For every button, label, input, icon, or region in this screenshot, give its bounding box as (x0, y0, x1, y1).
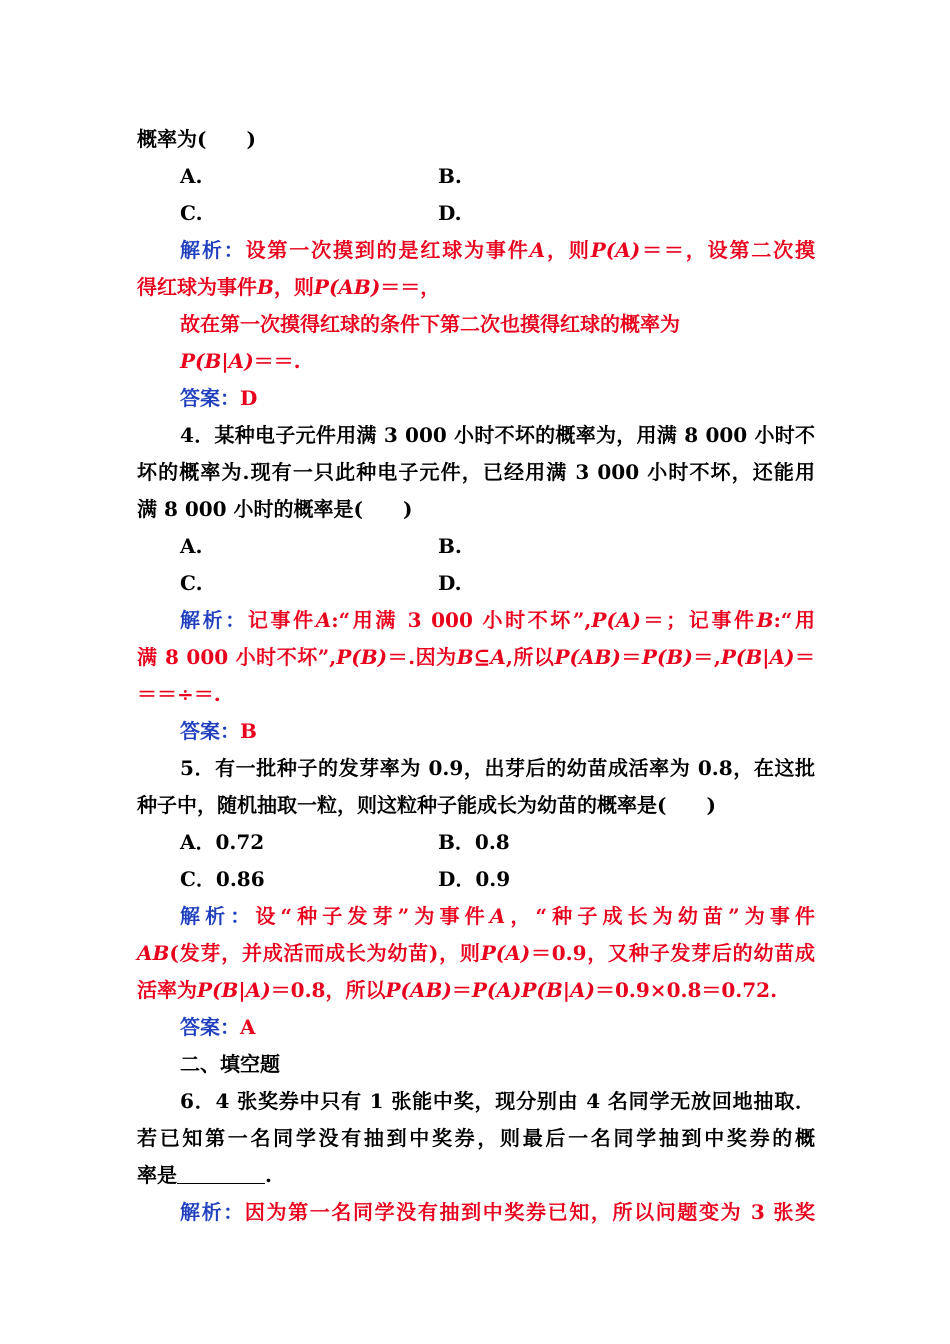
question-6: 6．4 张奖券中只有 1 张能中奖，现分别由 4 名同学无放回地抽取． (180, 1089, 815, 1113)
answer-line (180, 1014, 256, 1040)
option-a: A．0.72 (180, 830, 265, 854)
question-text: 种子中，随机抽取一粒，则这粒种子能成长为幼苗的概率是( ) (137, 793, 716, 817)
analysis-label: 解析： (180, 608, 248, 632)
analysis-label: 解析： (180, 1200, 245, 1224)
option-a: A. (180, 164, 203, 188)
analysis-label: 解析： (180, 238, 246, 262)
answer-label: 答案： (180, 1015, 240, 1039)
analysis-line: 满 8 000 小时不坏”,P(B)＝.因为B⊆A,所以P(AB)＝P(B)＝,P(B|A)＝ (137, 645, 816, 669)
q3-stem-end: 概率为( ) (137, 127, 256, 151)
analysis-line: ＝＝÷＝. (137, 682, 221, 706)
question-text: 满 8 000 小时的概率是( ) (137, 497, 413, 521)
option-d: D. (438, 201, 462, 225)
answer-label: 答案： (180, 386, 240, 410)
analysis-line: P(B|A)＝＝. (180, 349, 301, 373)
option-b: B. (438, 164, 462, 188)
option-b: B. (438, 534, 462, 558)
analysis-line: AB(发芽，并成活而成长为幼苗)，则P(A)＝0.9，又种子发芽后的幼苗成 (137, 941, 815, 965)
analysis-line: 解析：设第一次摸到的是红球为事件A，则P(A)＝＝，设第二次摸 (180, 238, 816, 262)
question-text: 坏的概率为.现有一只此种电子元件，已经用满 3 000 小时不坏，还能用 (137, 460, 815, 484)
question-text: 率是 . (137, 1163, 272, 1187)
option-c: C. (180, 201, 203, 225)
analysis-line: 解析：记事件A:“用满 3 000 小时不坏”,P(A)＝；记事件B:“用 (180, 608, 816, 632)
analysis-label: 解析： (180, 904, 256, 928)
question-5: 5．有一批种子的发芽率为 0.9，出芽后的幼苗成活率为 0.8，在这批 (180, 756, 815, 780)
answer-line (180, 718, 257, 744)
section-heading: 二、填空题 (180, 1052, 280, 1076)
analysis-line: 解析：设“种子发芽”为事件A，“种子成长为幼苗”为事件 (180, 904, 816, 928)
analysis-line: 解析：因为第一名同学没有抽到中奖券已知，所以问题变为 3 张奖 (180, 1200, 816, 1224)
option-a: A. (180, 534, 203, 558)
option-d: D．0.9 (438, 867, 511, 891)
option-c: C．0.86 (180, 867, 265, 891)
option-d: D. (438, 571, 462, 595)
question-4: 4．某种电子元件用满 3 000 小时不坏的概率为，用满 8 000 小时不 (180, 423, 815, 447)
question-text: 若已知第一名同学没有抽到中奖券，则最后一名同学抽到中奖券的概 (137, 1126, 815, 1150)
answer-label: 答案： (180, 719, 240, 743)
analysis-line: 故在第一次摸得红球的条件下第二次也摸得红球的概率为 (180, 312, 680, 336)
analysis-line: 活率为P(B|A)＝0.8，所以P(AB)＝P(A)P(B|A)＝0.9×0.8＝0.72. (137, 978, 778, 1002)
answer-blank[interactable] (177, 1165, 265, 1184)
answer-value: A (240, 1015, 256, 1039)
answer-value: D (240, 386, 258, 410)
analysis-line: 得红球为事件B，则P(AB)＝＝， (137, 275, 441, 299)
answer-line (180, 385, 257, 411)
option-c: C. (180, 571, 203, 595)
answer-value: B (240, 719, 257, 743)
option-b: B．0.8 (438, 830, 510, 854)
